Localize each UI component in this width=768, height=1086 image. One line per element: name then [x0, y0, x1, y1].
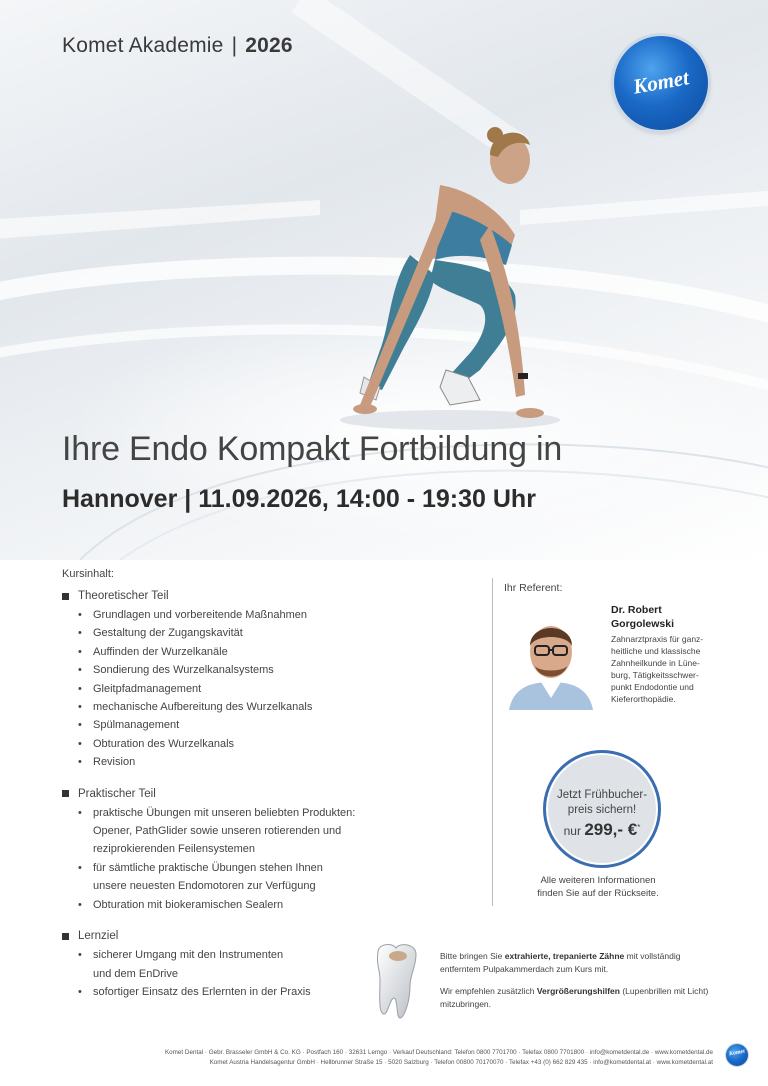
note-text: Wir empfehlen zusätzlich: [440, 986, 537, 996]
event-location-date: Hannover | 11.09.2026, 14:00 - 19:30 Uhr: [62, 485, 536, 513]
brand-title: [62, 34, 293, 58]
referent-description: [611, 633, 711, 705]
list-item: • Auffinden der Wurzelkanäle: [78, 643, 482, 661]
theory-list: [62, 606, 482, 772]
referent-description-line: punkt Endodontie und: [611, 682, 694, 692]
list-item: [78, 896, 482, 914]
course-label: Kursinhalt:: [62, 568, 114, 580]
list-item: • Grundlagen und vorbereitende Maßnahmen: [78, 606, 482, 624]
price-badge: [543, 750, 661, 868]
referent-description-line: heitliche und klassische: [611, 646, 701, 656]
list-item-line: • Obturation mit biokeramischen Sealern: [93, 898, 284, 911]
referent-description-line: burg, Tätigkeitsschwer-: [611, 670, 699, 680]
info-line: finden Sie auf der Rückseite.: [537, 888, 659, 899]
section-title-text: Theoretischer Teil: [78, 590, 169, 602]
brand-separator: |: [231, 34, 238, 57]
list-item-line: Opener, PathGlider sowie unseren rotierenden und: [93, 825, 342, 838]
square-bullet-icon: [62, 790, 69, 797]
note-emphasis: Vergrößerungshilfen: [536, 986, 620, 996]
section-title: [62, 590, 482, 602]
footer-line: Komet Dental · Gebr. Brasseler GmbH & Co. KG · Postfach 160 · 32631 Lemgo · Verkauf Deutschland: Telefon 0800 7701700 · Telefax 0800 7701800 · info@kometdental.de · www.kometdental.de: [164, 1049, 713, 1056]
section-title: [62, 788, 482, 800]
note-text: (Lupenbrillen mit Licht) mitzubringen.: [440, 986, 709, 1009]
komet-logo: [614, 36, 708, 130]
price-amount: 299,- €: [584, 820, 638, 839]
list-item: [78, 983, 482, 1001]
note-paragraph: [440, 950, 710, 975]
list-item: • Obturation des Wurzelkanals: [78, 735, 482, 753]
list-item: • Gestaltung der Zugangskavität: [78, 624, 482, 642]
komet-logo-text: Komet: [631, 65, 691, 99]
tooth-image: [372, 942, 420, 1020]
info-line: Alle weiteren Informationen: [540, 875, 656, 886]
price-footnote-mark: *: [637, 823, 641, 832]
list-item-line: reziprokierenden Feilensystemen: [93, 843, 256, 856]
section-title-text: Lernziel: [78, 930, 119, 943]
section-title-text: Praktischer Teil: [78, 787, 156, 800]
note-paragraph: [440, 985, 710, 1010]
list-item-line: unsere neuesten Endomotoren zur Verfügung: [93, 880, 316, 893]
list-item: • Spülmanagement: [78, 716, 482, 734]
list-item: [78, 859, 482, 896]
section-practice: [62, 788, 482, 914]
referent-description-line: Kieferorthopädie.: [611, 694, 676, 704]
referent-label: Ihr Referent:: [504, 582, 563, 594]
referent-description-line: Zahnheilkunde in Lüne-: [611, 658, 700, 668]
brand-year: 2026: [245, 34, 293, 57]
referent-portrait: [505, 606, 597, 710]
note-text: mit vollständig entferntem Pulpakammerdach zum Kurs mit.: [440, 951, 681, 974]
section-theory: [62, 590, 482, 772]
brand-name: Komet Akademie: [62, 34, 224, 57]
vertical-divider: [492, 578, 493, 906]
list-item: • Gleitpfadmanagement: [78, 680, 482, 698]
referent-name-line: Dr. Robert: [611, 604, 662, 616]
price-badge-line: Jetzt Frühbucher-: [556, 789, 648, 801]
list-item-line: • für sämtliche praktische Übungen stehen Ihnen: [93, 861, 323, 874]
list-item-line: • sicherer Umgang mit den Instrumenten: [93, 949, 284, 962]
section-title: [62, 930, 482, 942]
list-item-line: • sofortiger Einsatz des Erlernten in der Praxis: [93, 985, 311, 998]
referent-description-line: Zahnarztpraxis für ganz-: [611, 634, 704, 644]
square-bullet-icon: [62, 593, 69, 600]
list-item-line: • praktische Übungen mit unseren beliebten Produkten:: [93, 806, 356, 819]
footer-contact: [100, 1048, 713, 1067]
note-text: Bitte bringen Sie: [440, 951, 505, 961]
referent-name: [611, 603, 721, 631]
athlete-image: [330, 115, 590, 435]
referent-name-line: Gorgolewski: [611, 618, 675, 630]
list-item: [78, 946, 482, 983]
price-amount-line: [546, 820, 658, 840]
footer-logo-text: Komet: [728, 1048, 746, 1058]
footer-line: Komet Austria Handelsagentur GmbH · Hellbrunner Straße 15 · 5020 Salzburg · Telefon 00800 70170070 · Telefax +43 (0) 662 829 435 · info@kometdental.at · www.kometdental.at: [209, 1058, 713, 1066]
footer-komet-logo: [726, 1044, 748, 1066]
list-item: • Revision: [78, 753, 482, 771]
list-item: • Sondierung des Wurzelkanalsystems: [78, 661, 482, 679]
participant-notes: [440, 950, 710, 1020]
practice-list: [62, 804, 482, 914]
price-prefix: nur: [563, 824, 581, 838]
list-item-line: und dem EnDrive: [93, 967, 178, 980]
price-badge-line: preis sichern!: [567, 804, 637, 816]
page-headline: Ihre Endo Kompakt Fortbildung in: [62, 430, 563, 468]
square-bullet-icon: [62, 933, 69, 940]
note-emphasis: extrahierte, trepanierte Zähne: [504, 951, 625, 961]
list-item: • mechanische Aufbereitung des Wurzelkanals: [78, 698, 482, 716]
more-info-note: [528, 874, 668, 900]
list-item: [78, 804, 482, 859]
